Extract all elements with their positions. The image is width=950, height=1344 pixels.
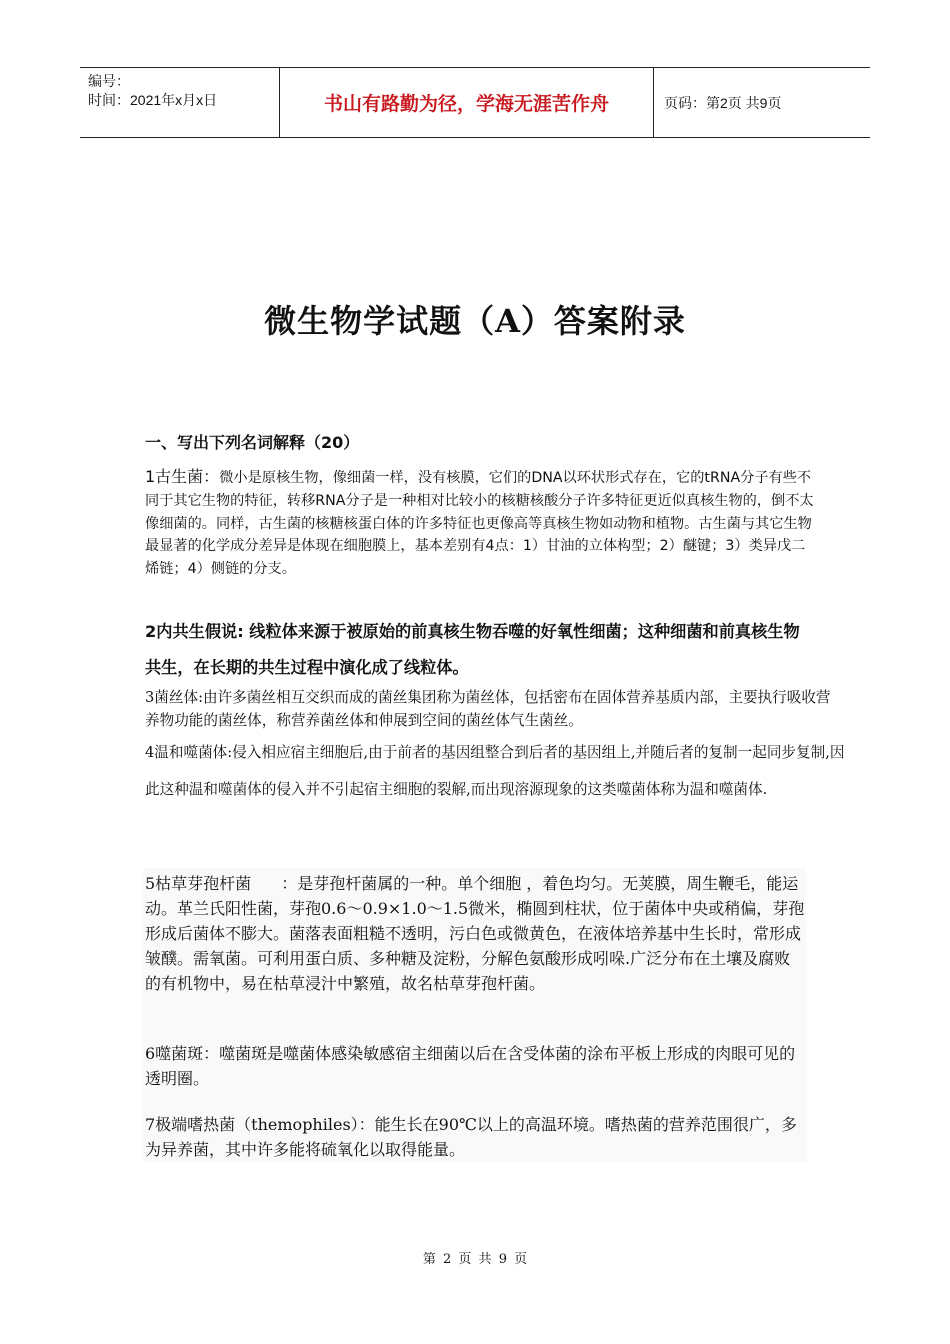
number-label: 编号：: [88, 73, 130, 89]
definition-mycelium: 3菌丝体:由许多菌丝相互交织而成的菌丝集团称为菌丝体，包括密布在固体营养基质内部，主要执行吸收营养物功能的菌丝体，称营养菌丝体和伸展到空间的菌丝体气生菌丝。: [145, 689, 831, 729]
time-label: 时间：2021年x月x日: [88, 92, 218, 108]
definition-bacillus-subtilis: [145, 871, 805, 996]
item-lead: 5枯草芽孢杆菌: [145, 874, 252, 893]
header-page-info: 页码：第2页 共9页: [664, 94, 782, 111]
header-slogan: 书山有路勤为径，学海无涯苦作舟: [280, 68, 654, 137]
page-footer: 第 2 页 共 9 页: [422, 1252, 528, 1267]
document-title: 微生物学试题（A）答案附录: [264, 302, 686, 340]
page-header: [80, 67, 870, 138]
definition-endosymbiosis: 2内共生假说: 线粒体来源于被原始的前真核生物吞噬的好氧性细菌；这种细菌和前真核生物共生，在长期的共生过程中演化成了线粒体。: [145, 622, 800, 677]
section-heading: 一、写出下列名词解释（20）: [145, 433, 360, 452]
definition-plaque: 6噬菌斑：噬菌斑是噬菌体感染敏感宿主细菌以后在含受体菌的涂布平板上形成的肉眼可见的透明圈。: [145, 1044, 796, 1088]
item-text: ：是芽孢杆菌属的一种。单个细胞 ，着色均匀。无荚膜，周生鞭毛，能运动。革兰氏阳性菌，芽孢0.6～0.9×1.0～1.5微米，椭圆到柱状，位于菌体中央或稍偏，芽孢形成后菌体不膨大。菌落表面粗糙不透明，污白色或微黄色，在液体培养基中生长时，常形成皱醭。需氧菌。可利用蛋白质、多种糖及淀粉，分解色氨酸形成吲哚.广泛分布在土壤及腐败的有机物中，易在枯草浸汁中繁殖，故名枯草芽孢杆菌。: [145, 874, 805, 993]
definition-archaea: [145, 466, 815, 581]
definition-thermophiles: 7极端嗜热菌（themophiles）：能生长在90℃以上的高温环境。嗜热菌的营养范围很广，多为异养菌，其中许多能将硫氧化以取得能量。: [145, 1115, 797, 1159]
definition-temperate-phage: 4温和噬菌体:侵入相应宿主细胞后,由于前者的基因组整合到后者的基因组上,并随后者的复制一起同步复制,因此这种温和噬菌体的侵入并不引起宿主细胞的裂解,而出现溶源现象的这类噬菌体称为温和噬菌体.: [145, 744, 845, 798]
item-lead: 1古生菌：: [145, 467, 220, 486]
header-meta: [80, 68, 280, 137]
item-text: 微小是原核生物，像细菌一样，没有核膜，它们的DNA以环状形式存在，它的tRNA分子有些不同于其它生物的特征，转移RNA分子是一种相对比较小的核糖核酸分子许多特征更近似真核生物的，倒不太像细菌的。同样，古生菌的核糖核蛋白体的许多特征也更像高等真核生物如动物和植物。古生菌与其它生物最显著的化学成分差异是体现在细胞膜上，基本差别有4点：1）甘油的立体构型；2）醚键；3）类异戊二烯链；4）侧链的分支。: [145, 470, 814, 578]
